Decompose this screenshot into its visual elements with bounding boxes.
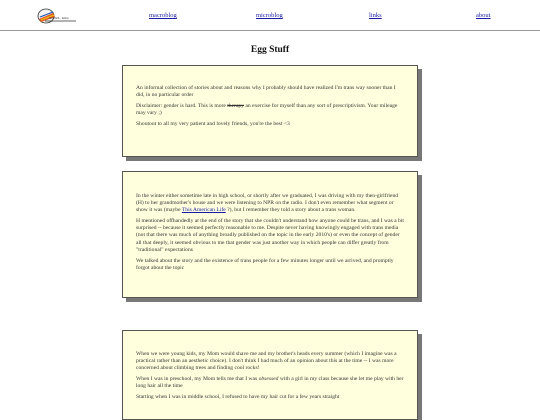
- nav-link-about[interactable]: about: [476, 12, 491, 19]
- story-paragraph: [136, 193, 404, 214]
- this-american-life-link[interactable]: This American Life: [181, 207, 226, 214]
- egg-logo[interactable]: [36, 7, 78, 25]
- story-paragraph: [136, 376, 404, 390]
- story-paragraph: H mentioned offhandedly at the end of the story that she couldn't understand how anyone could be trans, and I was a bit surprised -- because it seemed perfectly reasonable to me. Despite never having knowingly engaged with trans media (not that there was much of anything broadly published on the topic in the early 2010's) or even the concept of gender all that deeply, it seemed obvious to me that gender was just another way in which people can differ greatly from "traditional" expectations: [136, 218, 404, 253]
- text-span: Disclaimer: gender is hard. This is more: [136, 103, 228, 110]
- text-span: ?), but I remember they told a story about a trans woman.: [225, 207, 356, 214]
- story-paragraph: We talked about the story and the existence of trans people for a few minutes longer until we arrived, and promptly forgot about the topic: [136, 257, 394, 271]
- story-paragraph: Starting when I was in middle school, I refused to have my hair cut for a few years straight: [136, 394, 340, 401]
- page-title: Egg Stuff: [250, 45, 290, 55]
- text-span: with a girl in my class because she let me play with her long hair all the time: [136, 376, 404, 390]
- story-paragraph: An informal collection of stories about and reasons why I probably should have realized I'm trans way sooner than I did, in no particular order: [136, 85, 396, 99]
- nav-link-macroblog[interactable]: macroblog: [149, 12, 177, 19]
- text-span: When I was in preschool, my Mom tells me that I was: [136, 376, 259, 383]
- emphasis-word: obsessed: [258, 376, 279, 383]
- story-card-hair: [122, 330, 418, 420]
- story-paragraph: Shoutout to all my very patient and lovely friends, you're the best <3: [136, 121, 290, 128]
- nav-link-links[interactable]: links: [369, 12, 382, 19]
- story-card-intro: [122, 65, 418, 157]
- text-span: In the winter either sometime late in high school, or shortly after we graduated, I was driving with my then-girlfriend (H) to her grandmother's house and we were listening to NPR on the radio. I don't even remember what segment or show it was (maybe: [136, 193, 399, 214]
- story-paragraph: When we were young kids, my Mom would shave me and my brother's heads every summer (which I imagine was a practical rather than an aesthetic choice). I don't think I had much of an opinion about this at the time -- I was more concerned about climbing trees and finding cool rocks!: [136, 351, 397, 372]
- disclaimer-paragraph: [136, 103, 404, 117]
- logo-text: NOTES · EGG: [49, 16, 69, 20]
- nav-link-microblog[interactable]: microblog: [256, 12, 283, 19]
- struck-word: therapy: [227, 103, 245, 110]
- text-span: an exercise for myself than any sort of prescriptivism. Your mileage may vary ;): [136, 103, 398, 117]
- story-card-npr: [122, 171, 418, 298]
- top-nav: [0, 0, 540, 31]
